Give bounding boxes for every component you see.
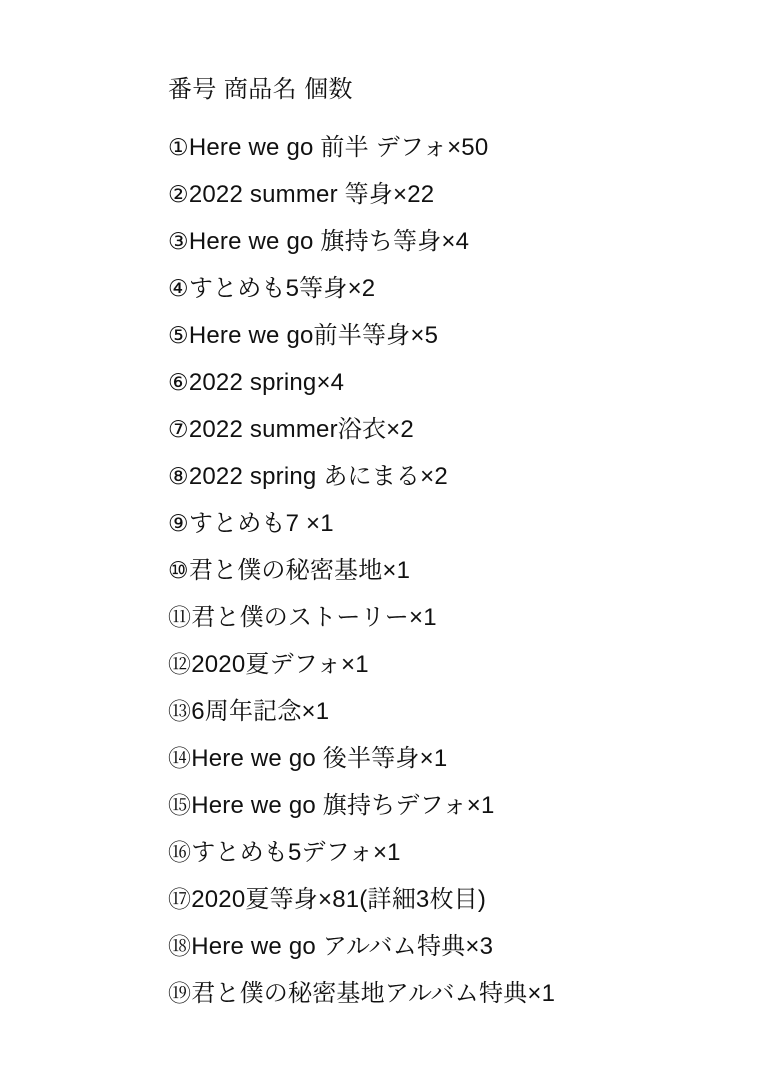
list-item-marker: ⑬ — [168, 698, 192, 724]
item-list — [168, 124, 724, 1017]
list-item — [168, 829, 724, 876]
list-item-label: Here we go 前半 デフォ×50 — [188, 134, 489, 161]
list-item-marker: ② — [168, 181, 189, 207]
list-item-label: 2020夏デフォ×1 — [191, 651, 369, 678]
list-item-marker: ⑥ — [168, 369, 189, 395]
list-item-label: 2022 summer浴衣×2 — [188, 416, 414, 443]
list-item-label: 6周年記念×1 — [191, 698, 330, 725]
list-item — [168, 970, 724, 1017]
list-item-label: 2022 spring あにまる×2 — [188, 463, 448, 490]
list-item-label: 2022 spring×4 — [188, 369, 345, 396]
list-item-marker: ③ — [168, 228, 189, 254]
list-item — [168, 641, 724, 688]
list-item — [168, 735, 724, 782]
list-item-marker: ⑲ — [168, 980, 192, 1006]
list-item-marker: ⑦ — [168, 416, 189, 442]
list-item — [168, 218, 724, 265]
list-item — [168, 594, 724, 641]
list-item — [168, 312, 724, 359]
list-item-label: Here we go 旗持ちデフォ×1 — [191, 792, 495, 819]
page-title: 番号 商品名 個数 — [168, 76, 353, 103]
list-item-label: 2020夏等身×81(詳細3枚目) — [191, 886, 487, 913]
list-item-marker: ④ — [168, 275, 189, 301]
list-item — [168, 453, 724, 500]
list-item-marker: ⑰ — [168, 886, 192, 912]
list-item-marker: ⑱ — [168, 933, 192, 959]
list-item-marker: ⑫ — [168, 651, 192, 677]
list-item-marker: ⑧ — [168, 463, 189, 489]
list-item — [168, 782, 724, 829]
list-item-label: 君と僕の秘密基地×1 — [188, 557, 411, 584]
list-item — [168, 124, 724, 171]
list-item-marker: ① — [168, 134, 189, 160]
list-item-label: すとめも5等身×2 — [188, 275, 376, 302]
list-item — [168, 500, 724, 547]
list-item-label: すとめも7 ×1 — [188, 510, 334, 537]
list-item — [168, 688, 724, 735]
list-item-marker: ⑤ — [168, 322, 189, 348]
list-item-label: Here we go 旗持ち等身×4 — [188, 228, 470, 255]
list-item-marker: ⑩ — [168, 557, 189, 583]
list-item-marker: ⑮ — [168, 792, 192, 818]
list-item-label: 2022 summer 等身×22 — [188, 181, 435, 208]
list-item-label: 君と僕の秘密基地アルバム特典×1 — [191, 980, 556, 1007]
list-item-label: 君と僕のストーリー×1 — [191, 604, 437, 631]
list-item — [168, 171, 724, 218]
list-item-marker: ⑯ — [168, 839, 192, 865]
list-item — [168, 265, 724, 312]
list-item-marker: ⑨ — [168, 510, 189, 536]
list-item-marker: ⑭ — [168, 745, 192, 771]
list-item-label: すとめも5デフォ×1 — [191, 839, 401, 866]
list-item — [168, 359, 724, 406]
list-item — [168, 547, 724, 594]
list-item — [168, 923, 724, 970]
list-item — [168, 406, 724, 453]
list-item — [168, 876, 724, 923]
list-item-marker: ⑪ — [168, 604, 192, 630]
list-item-label: Here we go前半等身×5 — [188, 322, 439, 349]
list-item-label: Here we go アルバム特典×3 — [191, 933, 494, 960]
list-item-label: Here we go 後半等身×1 — [191, 745, 448, 772]
